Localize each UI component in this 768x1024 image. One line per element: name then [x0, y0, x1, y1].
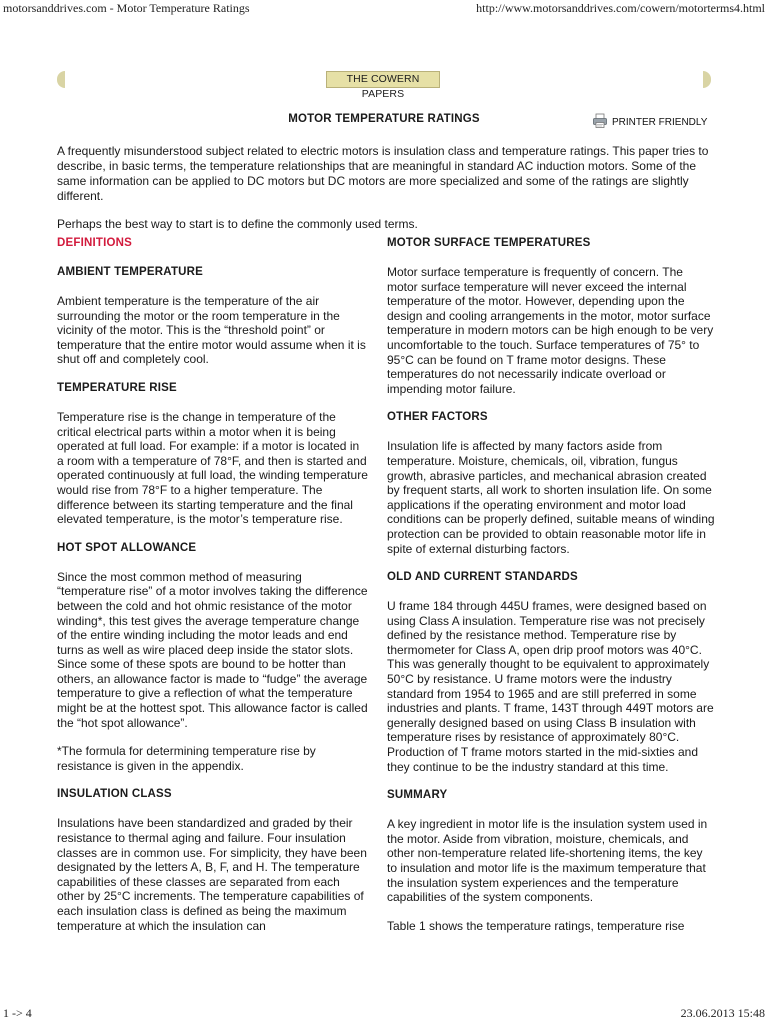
section-heading: OLD AND CURRENT STANDARDS [387, 571, 578, 584]
section-heading: OTHER FACTORS [387, 411, 488, 424]
footnote-text: *The formula for determining temperature rise by resistance is given in the appendix. [57, 744, 316, 773]
printer-friendly-link[interactable] [592, 113, 707, 131]
section-heading: HOT SPOT ALLOWANCE [57, 541, 197, 554]
section-heading: SUMMARY [387, 789, 448, 802]
banner-right-bracket [703, 71, 711, 88]
cowern-papers-banner[interactable]: THE COWERN PAPERS [326, 71, 440, 88]
section-text: Motor surface temperature is frequently of concern. The motor surface temperature will never exceed the internal temperature of the motor. However, depending upon the design and cooling arrangements in the motor, motor surface temperature in modern motors can be high enough to be very uncomfortable to the touch. Surface temperatures of 75° to 95°C can be found on T frame motor designs. These temperatures do not necessarily indicate overload or impending motor failure. [387, 265, 714, 396]
definitions-heading: DEFINITIONS [57, 237, 133, 249]
print-header-url: http://www.motorsanddrives.com/cowern/motorterms4.html [476, 1, 765, 15]
section-text: Since the most common method of measuring “temperature rise” of a motor involves taking the difference between the cold and hot ohmic resistance of the motor winding*, this test gives the average temperature change of the entire winding including the motor leads and end turns as well as wire placed deep inside the stator slots. Since some of these spots are bound to be hotter than others, an allowance factor is made to “fudge” the average temperature to give a reflection of what the temperature might be at the hottest spot. This allowance factor is called the “hot spot allowance”. [57, 569, 368, 730]
intro-paragraph: A frequently misunderstood subject related to electric motors is insulation class and temperature ratings. This paper tries to describe, in basic terms, the temperature relationships that are meaningful in standard AC induction motors. Some of the same information can be applied to DC motors but DC motors are more specialized and some of the ratings are slightly different. [57, 144, 709, 203]
left-column [57, 236, 369, 947]
print-header-title: motorsanddrives.com - Motor Temperature Ratings [3, 1, 250, 15]
intro [57, 144, 712, 245]
section-text: Temperature rise is the change in temperature of the critical electrical parts within a motor when it is being operated at full load. For example: if a motor is located in a room with a temperature of 78°F, and then is started and operated continuously at full load, the winding temperature would rise from 78°F to a higher temperature. The difference between its starting temperature and the final elevated temperature, is the motor’s temperature rise. [57, 409, 368, 527]
print-footer [0, 1006, 768, 1024]
right-column [387, 236, 715, 947]
printer-friendly-label: PRINTER FRIENDLY [612, 116, 708, 128]
print-timestamp: 23.06.2013 15:48 [680, 1006, 765, 1020]
print-header [0, 0, 768, 18]
banner-left-bracket [57, 71, 65, 88]
section-text: A key ingredient in motor life is the insulation system used in the motor. Aside from vibration, moisture, chemicals, and other non-temperature related life-shortening items, the key to insulation and motor life is the maximum temperature that the insulation system experiences and the temperature capabilities of the system components. [387, 817, 708, 905]
printer-icon [592, 113, 612, 132]
section-text: U frame 184 through 445U frames, were designed based on using Class A insulation. Temperature rise was not precisely defined by the resistance method. Temperature rise by thermometer for Class A, open drip proof motors was 40°C. This was generally thought to be equivalent to approximately 50°C by resistance. U frame motors were the industry standard from 1954 to 1965 and are still preferred in some industries and plants. T frame, 143T through 449T motors are generally designed based on using Class B insulation with temperature rises by resistance of approximately 80°C. Production of T frame motors started in the mid-sixties and they continue to be the industry standard at this time. [387, 599, 714, 774]
section-text: Insulation life is affected by many factors aside from temperature. Moisture, chemicals, oil, vibration, fungus growth, abrasive particles, and mechanical abrasion created by frequent starts, all work to shorten insulation life. On some applications if the operating environment and motor load conditions can be properly defined, suitable means of winding protection can be provided to obtain reasonable motor life in spite of external disturbing factors. [387, 439, 715, 556]
section-text: Insulations have been standardized and graded by their resistance to thermal aging and failure. Four insulation classes are in common use. For simplicity, they have been designated by the letters A, B, F, and H. The temperature capabilities of these classes are separated from each other by 25°C increments. The temperature capabilities of each insulation class is defined as being the maximum temperature at which the insulation can [57, 816, 367, 933]
section-heading: TEMPERATURE RISE [57, 381, 177, 394]
section-text: Table 1 shows the temperature ratings, temperature rise [387, 918, 685, 933]
page-title: MOTOR TEMPERATURE RATINGS [288, 113, 480, 125]
section-heading: AMBIENT TEMPERATURE [57, 266, 204, 278]
section-heading: INSULATION CLASS [57, 788, 172, 801]
page-counter: 1 -> 4 [3, 1006, 32, 1020]
intro-paragraph: Perhaps the best way to start is to define the commonly used terms. [57, 217, 418, 231]
section-heading: MOTOR SURFACE TEMPERATURES [387, 237, 591, 249]
section-text: Ambient temperature is the temperature of the air surrounding the motor or the room temperature in the vicinity of the motor. This is the “threshold point” or temperature that the entire motor would assume when it is shut off and completely cool. [57, 294, 366, 367]
